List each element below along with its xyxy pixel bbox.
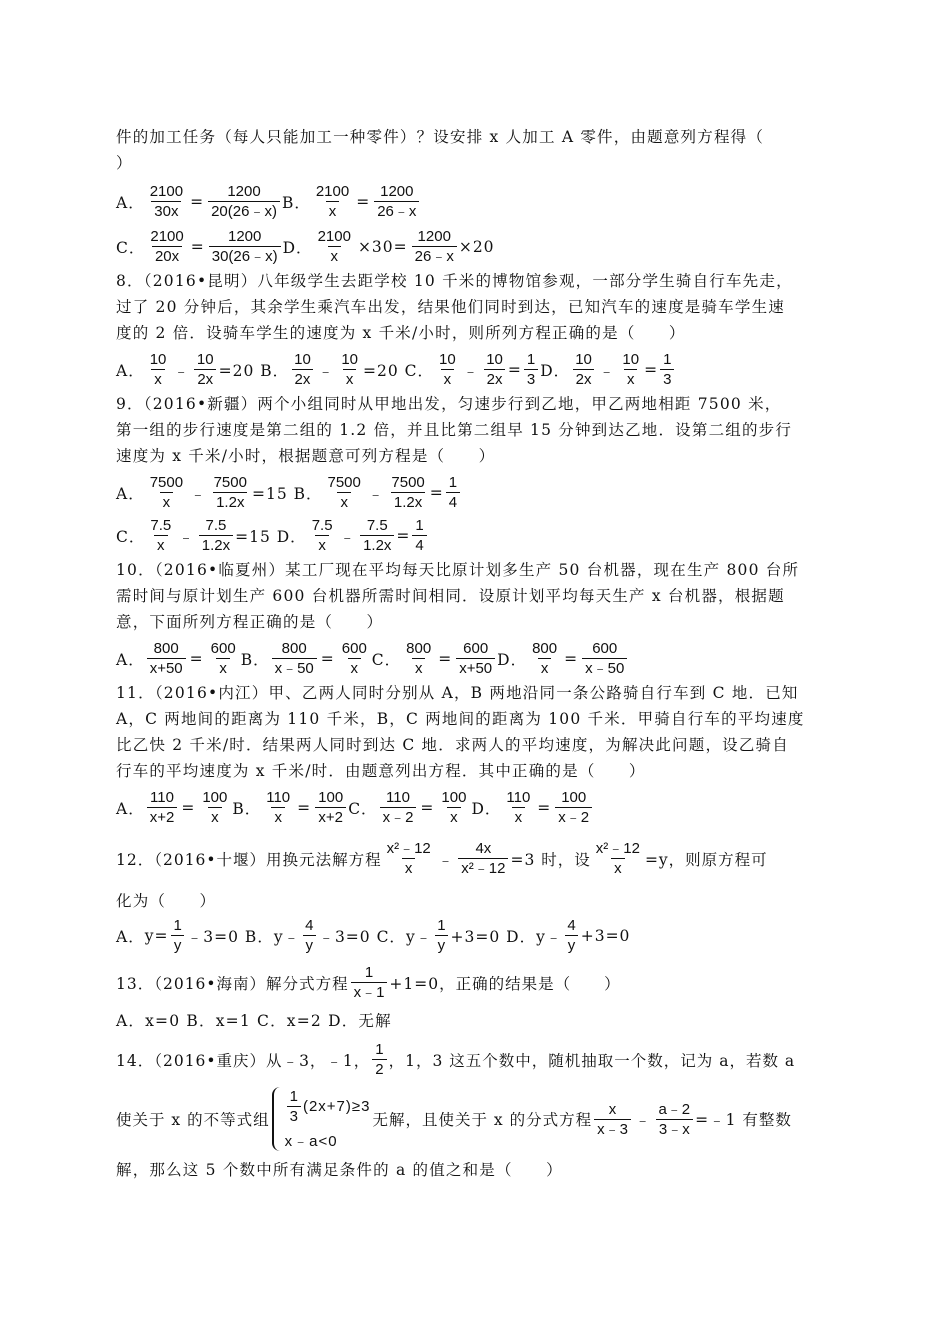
q10-text-line: 10．（2016•临夏州）某工厂现在平均每天比原计划多生产 50 台机器，现在生产 800 台所 <box>116 561 800 579</box>
fraction: $\frac{1200}{26﹣x}$ <box>374 182 419 221</box>
fraction: $\frac{10}{2x}$ <box>572 350 595 389</box>
fraction: $\frac{2100}{20x}$ <box>150 228 184 265</box>
fraction: $\frac{1}{y}$ <box>434 916 448 955</box>
fraction: $\frac{100}{x}$ <box>202 789 228 826</box>
option-label: A． <box>116 650 145 669</box>
fraction: $\frac{100}{x+2}$ <box>315 788 346 827</box>
q11-text-line: 11．（2016•内江）甲、乙两人同时分别从 A，B 两地沿同一条公路骑自行车到 C 地．已知 <box>116 684 799 702</box>
option-label: A． <box>116 927 145 946</box>
fraction: $\frac{7500}{1.2x}$ <box>391 474 425 511</box>
q11-text-line: 比乙快 2 千米/时．结果两人同时到达 C 地．求两人的平均速度，为解决此问题，设乙骑自 <box>116 736 789 754</box>
q10-text-line: 需时间与原计划生产 600 台机器所需时间相同．设原计划平均每天生产 x 台机器，根据题 <box>116 587 785 605</box>
fraction: $\frac{2100}{x}$ <box>315 183 350 220</box>
option-label: A． <box>116 361 145 380</box>
q12-stem-line: 12．（2016•十堰）用换元法解方程 $\frac{\text{x²﹣12}}{x}$ ﹣ $\frac{4x}{\text{x²﹣12}}$ =3 时，设 $\frac{\text{x²﹣12}}{x}$ =y，则原方程可 <box>116 840 768 877</box>
option-label: D． <box>282 238 313 257</box>
fraction: $\frac{1}{y}$ <box>170 916 184 955</box>
fraction: $\frac{\text{x²﹣12}}{x}$ <box>595 840 640 877</box>
fraction: $\frac{1}{4}$ <box>412 516 426 555</box>
fraction: $\frac{100}{x}$ <box>441 789 467 826</box>
option-label: A． <box>116 193 145 212</box>
fraction: $\frac{600}{x}$ <box>341 640 367 677</box>
fraction: $\frac{110}{x﹣2}$ <box>380 788 417 827</box>
left-brace-icon <box>272 1087 282 1151</box>
fraction: $\frac{10}{2x}$ <box>483 350 506 389</box>
fraction: $\frac{600}{x}$ <box>210 640 236 677</box>
fraction: $\frac{4}{y}$ <box>302 916 316 955</box>
fraction: $\frac{1}{2}$ <box>372 1040 386 1079</box>
q7-options-row-1: A． $\frac{2100}{30x}$ = $\frac{1200}{20(26﹣x)}$ B． $\frac{2100}{x}$ = $\frac{1200}{26﹣x}$ <box>116 182 836 221</box>
fraction: $\frac{7.5}{x}$ <box>150 517 172 554</box>
q11-text-line: A，C 两地间的距离为 110 千米，B，C 两地间的距离为 100 千米．甲骑自行车的平均速度 <box>116 710 805 728</box>
fraction: $\frac{110}{x}$ <box>266 789 291 826</box>
option-label: B． <box>281 193 311 212</box>
fraction: $\frac{1}{3}$ <box>524 350 538 389</box>
option-label: A． <box>116 799 145 818</box>
q7-text-line: ） <box>116 154 133 172</box>
q10-options-row: A． $\frac{800}{x+50}$ = $\frac{600}{x}$ B． $\frac{800}{x﹣50}$ = $\frac{600}{x}$ C． $\frac{800}{x}$ = $\frac{600}{x+50}$ D． $\frac{800}{x}$ = $\frac{600}{x﹣50}$ <box>116 639 836 678</box>
q9-text-line: 速度为 x 千米/小时，根据题意可列方程是（ ） <box>116 447 496 465</box>
fraction: $\frac{10}{x}$ <box>439 351 456 388</box>
q13-options-line: A．x=0 B．x=1 C．x=2 D．无解 <box>116 1012 392 1030</box>
fraction: $\frac{x}{x﹣3}$ <box>594 1100 631 1139</box>
q8-text-line: 度的 2 倍．设骑车学生的速度为 x 千米/小时，则所列方程正确的是（ ） <box>116 324 686 342</box>
q12-text-line: 化为（ ） <box>116 892 217 910</box>
fraction: $\frac{1}{3}$ <box>287 1087 301 1126</box>
fraction: $\frac{1}{x﹣1}$ <box>351 963 388 1002</box>
q9-options-row-2: C． $\frac{7.5}{x}$ ﹣ $\frac{7.5}{1.2x}$ =15 D． $\frac{7.5}{x}$ ﹣ $\frac{7.5}{1.2x}$ = $\frac{1}{4}$ <box>116 516 836 555</box>
q14-stem-line: 14．（2016•重庆）从﹣3，﹣1， $\frac{1}{2}$ ，1，3 这五个数中，随机抽取一个数，记为 a，若数 a <box>116 1041 796 1078</box>
fraction: $\frac{2100}{x}$ <box>317 228 351 265</box>
question-content <box>116 124 836 1183</box>
q9-text-line: 第一组的步行速度是第二组的 1.2 倍，并且比第二组早 15 分钟到达乙地．设第二组的步行 <box>116 421 793 439</box>
option-label: A． <box>116 484 145 503</box>
option-label: C． <box>116 238 146 257</box>
fraction: $\frac{1200}{20(26﹣x)}$ <box>208 182 280 221</box>
fraction: $\frac{4x}{\text{x²﹣12}}$ <box>458 839 508 878</box>
fraction: $\frac{7500}{1.2x}$ <box>213 474 247 511</box>
q11-text-line: 行车的平均速度为 x 千米/时．由题意列出方程．其中正确的是（ ） <box>116 762 646 780</box>
q8-text-line: 8．（2016•昆明）八年级学生去距学校 10 千米的博物馆参观，一部分学生骑自行车先走， <box>116 272 793 290</box>
fraction: $\frac{4}{y}$ <box>564 916 578 955</box>
fraction: $\frac{800}{x}$ <box>406 640 432 677</box>
q13-stem-line: 13．（2016•海南）解分式方程 $\frac{1}{x﹣1}$ +1=0，正确的结果是（ ） <box>116 964 621 1001</box>
q9-options-row-1: A． $\frac{7500}{x}$ ﹣ $\frac{7500}{1.2x}$ =15 B． $\frac{7500}{x}$ ﹣ $\frac{7500}{1.2x}$ = $\frac{1}{4}$ <box>116 473 836 512</box>
inequality-system: $\frac{1}{3}$ (2x+7)≥3 x﹣a<0 <box>272 1087 371 1151</box>
q12-options-row: A． y= $\frac{1}{y}$ ﹣3=0 B． y﹣ $\frac{4}{y}$ ﹣3=0 C． y﹣ $\frac{1}{y}$ +3=0 D． y﹣ $\frac{4}{y}$ +3=0 <box>116 917 631 954</box>
fraction: $\frac{1}{3}$ <box>660 350 674 389</box>
fraction: $\frac{10}{2x}$ <box>291 350 314 389</box>
q8-options-row: A． $\frac{10}{x}$ ﹣ $\frac{10}{2x}$ =20 B． $\frac{10}{2x}$ ﹣ $\frac{10}{x}$ =20 C． $\frac{10}{x}$ ﹣ $\frac{10}{2x}$ = $\frac{1}{3}$ D． $\frac{10}{2x}$ ﹣ $\frac{10}{x}$ = $\frac{1}{3}$ <box>116 350 836 389</box>
fraction: $\frac{2100}{30x}$ <box>149 183 184 220</box>
q7-text-line: 件的加工任务（每人只能加工一种零件）？设安排 x 人加工 A 零件，由题意列方程得（ <box>116 128 765 146</box>
fraction: $\frac{110}{x}$ <box>506 789 531 826</box>
fraction: $\frac{10}{x}$ <box>341 351 359 388</box>
fraction: $\frac{1}{4}$ <box>446 473 460 512</box>
option-label: C． <box>116 527 146 546</box>
q9-text-line: 9．（2016•新疆）两个小组同时从甲地出发，匀速步行到乙地，甲乙两地相距 7500 米， <box>116 395 782 413</box>
fraction: $\frac{7500}{x}$ <box>149 474 184 511</box>
fraction: $\frac{7.5}{1.2x}$ <box>199 516 233 555</box>
q14-text-line: 解，那么这 5 个数中所有满足条件的 a 的值之和是（ ） <box>116 1161 563 1179</box>
fraction: $\frac{800}{x﹣50}$ <box>272 639 317 678</box>
fraction: $\frac{7.5}{x}$ <box>311 517 333 554</box>
fraction: $\frac{7500}{x}$ <box>327 474 361 511</box>
fraction: $\frac{110}{x+2}$ <box>147 788 178 827</box>
q10-text-line: 意，下面所列方程正确的是（ ） <box>116 613 384 631</box>
fraction: $\frac{800}{x}$ <box>532 640 558 677</box>
fraction: $\frac{100}{x﹣2}$ <box>555 788 592 827</box>
q11-options-row: A． $\frac{110}{x+2}$ = $\frac{100}{x}$ B． $\frac{110}{x}$ = $\frac{100}{x+2}$ C． $\frac{110}{x﹣2}$ = $\frac{100}{x}$ D． $\frac{110}{x}$ = $\frac{100}{x﹣2}$ <box>116 788 836 827</box>
fraction: $\frac{\text{x²﹣12}}{x}$ <box>386 840 431 877</box>
fraction: $\frac{600}{x+50}$ <box>456 639 495 678</box>
fraction: $\frac{1200}{26﹣x}$ <box>412 227 457 266</box>
q14-stem-line-2: 使关于 x 的不等式组 $\frac{1}{3}$ (2x+7)≥3 x﹣a<0 无解，且使关于 x 的分式方程 $\frac{x}{x﹣3}$ ﹣ $\frac{a﹣2}{3﹣x}$ =﹣1 有整数 <box>116 1088 792 1150</box>
fraction: $\frac{10}{x}$ <box>622 351 640 388</box>
fraction: $\frac{800}{x+50}$ <box>147 639 186 678</box>
q7-options-row-2: C． $\frac{2100}{20x}$ = $\frac{1200}{30(26﹣x)}$ D． $\frac{2100}{x}$ ×30= $\frac{1200}{26﹣x}$ ×20 <box>116 228 495 265</box>
fraction: $\frac{10}{x}$ <box>149 351 167 388</box>
q8-text-line: 过了 20 分钟后，其余学生乘汽车出发，结果他们同时到达，已知汽车的速度是骑车学生速 <box>116 298 785 316</box>
fraction: $\frac{1200}{30(26﹣x)}$ <box>209 227 281 266</box>
fraction: $\frac{a﹣2}{3﹣x}$ <box>655 1100 693 1139</box>
fraction: $\frac{10}{2x}$ <box>194 350 217 389</box>
fraction: $\frac{600}{x﹣50}$ <box>582 639 627 678</box>
fraction: $\frac{7.5}{1.2x}$ <box>360 516 394 555</box>
